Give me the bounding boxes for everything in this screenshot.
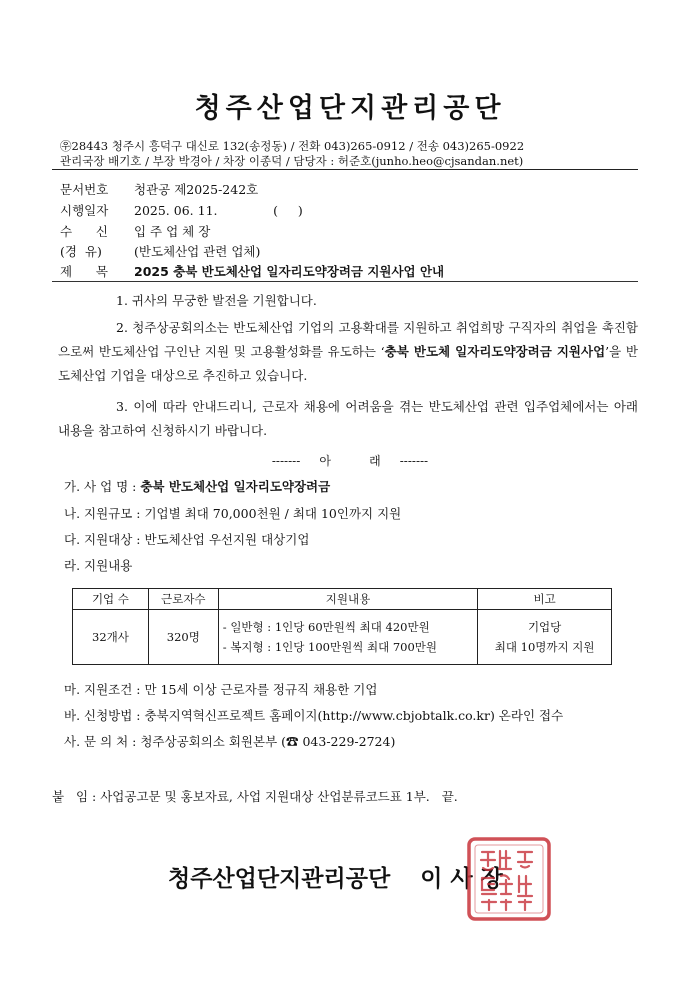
recipient-value: 입 주 업 체 장 xyxy=(134,224,211,239)
recipient-row xyxy=(60,222,210,240)
support-type-general: - 일반형 : 1인당 60만원씩 최대 420만원 xyxy=(222,620,430,634)
paragraph-3 xyxy=(58,395,638,443)
item-application-method: 바. 신청방법 : 충북지역혁신프로젝트 홈페이지(http://www.cbjobtalk.co.kr) 온라인 접수 xyxy=(64,708,564,723)
date-row xyxy=(60,201,303,219)
program-name-emphasis: 충북 반도체 일자리도약장려금 지원사업 xyxy=(384,344,606,359)
below-divider: ------- 아 래 ------- xyxy=(271,454,429,468)
item-support-condition: 마. 지원조건 : 만 15세 이상 근로자를 정규직 채용한 기업 xyxy=(64,682,378,697)
header-divider xyxy=(52,169,638,170)
subject-row xyxy=(60,262,444,280)
attachment-line: 붙 임 : 사업공고문 및 홍보자료, 사업 지원대상 산업분류코드표 1부. 끝. xyxy=(52,789,458,804)
doc-number-label: 문서번호 xyxy=(60,182,109,197)
paragraph-2-text-b: ’을 반도체산업 기업을 대상으로 추진하고 있습니다. xyxy=(58,344,638,383)
via-row xyxy=(60,242,260,260)
contact-address-line: ㉾28443 청주시 흥덕구 대신로 132(송정동) / 전화 043)265-0912 / 전송 043)265-0922 xyxy=(60,139,525,153)
signature-line xyxy=(168,860,503,893)
signature-org: 청주산업단지관리공단 xyxy=(168,866,391,892)
item-program-name-label: 가. 사 업 명 : xyxy=(64,479,141,494)
table-cell-support xyxy=(218,610,477,665)
table-header-row xyxy=(73,589,612,610)
item-support-target: 다. 지원대상 : 반도체산업 우선지원 대상기업 xyxy=(64,532,310,547)
official-seal-icon xyxy=(466,836,552,922)
table-header-companies: 기업 수 xyxy=(73,589,149,610)
paragraph-3-text: 3. 이에 따라 안내드리니, 근로자 채용에 어려움을 겪는 반도체산업 관련 입주업체에서는 아래 내용을 참고하여 신청하시기 바랍니다. xyxy=(58,399,638,438)
contact-staff-line: 관리국장 배기호 / 부장 박경아 / 차장 이종덕 / 담당자 : 허준호(junho.heo@cjsandan.net) xyxy=(60,154,524,168)
meta-divider xyxy=(52,281,638,282)
paragraph-2-text-a: 2. 청주상공회의소는 반도체산업 기업의 고용확대를 지원하고 취업희망 구직자의 취업을 촉진함으로써 반도체산업 구인난 지원 및 고용활성화를 유도하는 ‘ xyxy=(58,320,638,359)
paragraph-1-text: 1. 귀사의 무궁한 발전을 기원합니다. xyxy=(116,293,317,308)
paragraph-2 xyxy=(58,316,638,388)
recipient-label: 수 신 xyxy=(60,224,108,239)
subject-label: 제 목 xyxy=(60,264,108,279)
support-type-welfare: - 복지형 : 1인당 100만원씩 최대 700만원 xyxy=(222,640,437,654)
table-header-note: 비고 xyxy=(478,589,612,610)
table-cell-note xyxy=(478,610,612,665)
table-header-workers: 근로자수 xyxy=(148,589,218,610)
note-line-2: 최대 10명까지 지원 xyxy=(494,640,595,654)
doc-number-row xyxy=(60,180,258,198)
subject-value: 2025 충북 반도체산업 일자리도약장려금 지원사업 안내 xyxy=(134,264,445,279)
table-cell-companies: 32개사 xyxy=(73,610,149,665)
item-contact: 사. 문 의 처 : 청주상공회의소 회원본부 (☎ 043-229-2724) xyxy=(64,734,396,749)
date-value: 2025. 06. 11. ( ) xyxy=(134,203,303,218)
item-support-content: 라. 지원내용 xyxy=(64,558,133,573)
table-row xyxy=(73,610,612,665)
paragraph-1 xyxy=(58,289,638,313)
item-program-name-value: 충북 반도체산업 일자리도약장려금 xyxy=(140,479,331,494)
doc-number-value: 청관공 제2025-242호 xyxy=(134,182,259,197)
item-program-name xyxy=(64,477,330,495)
via-value: (반도체산업 관련 업체) xyxy=(134,244,261,259)
org-title: 청주산업단지관리공단 xyxy=(194,93,506,124)
date-label: 시행일자 xyxy=(60,203,109,218)
via-label: (경 유) xyxy=(60,244,102,259)
table-cell-workers: 320명 xyxy=(148,610,218,665)
table-header-support: 지원내용 xyxy=(218,589,477,610)
signature-title: 이 사 장 xyxy=(420,866,503,892)
note-line-1: 기업당 xyxy=(527,620,562,634)
item-support-scale: 나. 지원규모 : 기업별 최대 70,000천원 / 최대 10인까지 지원 xyxy=(64,506,402,521)
support-table xyxy=(72,588,612,665)
